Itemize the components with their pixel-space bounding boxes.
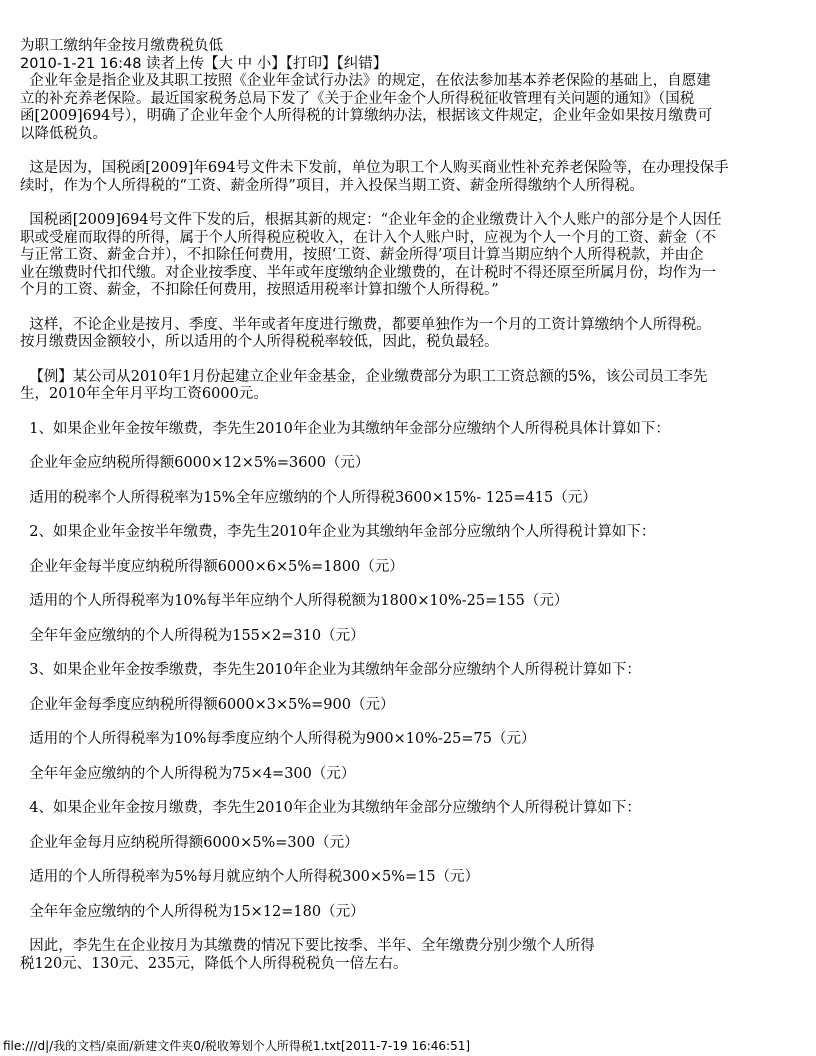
text-line: 立的补充养老保险。最近国家税务总局下发了《关于企业年金个人所得税征收管理有关问题的通知》（国税 [20, 90, 695, 107]
text-line: 国税函[2009]694号文件下发的后，根据其新的规定：“企业年金的企业缴费计入个人账户的部分是个人因任 [20, 212, 722, 228]
paragraph-conclusion [20, 938, 796, 973]
text-line: 续时，作为个人所得税的“工资、薪金所得”项目，并入投保当期工资、薪金所得缴纳个人所得税。 [20, 177, 644, 194]
calc-line: 1、如果企业年金按年缴费，李先生2010年企业为其缴纳年金部分应缴纳个人所得税具体计算如下： [20, 420, 670, 437]
publish-datetime: 2010-1-21 16:48 [20, 55, 142, 72]
text-line: 按月缴费因金额较小，所以适用的个人所得税税率较低，因此，税负最轻。 [20, 334, 499, 350]
paragraph-example [20, 369, 796, 404]
text-line: 以降低税负。 [20, 125, 107, 142]
paragraph-regulation [20, 212, 796, 300]
calc-line: 适用的税率个人所得税率为15%全年应缴纳的个人所得税3600×15%- 125=415（元） [20, 489, 597, 506]
paragraph-reason [20, 160, 796, 195]
calc-line: 2、如果企业年金按半年缴费，李先生2010年企业为其缴纳年金部分应缴纳个人所得税计算如下： [20, 524, 656, 540]
article-meta [20, 56, 796, 74]
text-line: 税120元、130元、235元，降低个人所得税税负一倍左右。 [20, 955, 408, 972]
calc-line: 适用的个人所得税率为5%每月就应纳个人所得税300×5%=15（元） [20, 869, 480, 885]
paragraph-summary [20, 317, 796, 352]
text-line: 职或受雇而取得的所得，属于个人所得税应税收入，在计入个人账户时，应视为个人一个月的工资、薪金（不 [20, 229, 716, 246]
calc-line: 全年年金应缴纳的个人所得税为75×4=300（元） [20, 765, 356, 782]
text-line: 因此，李先生在企业按月为其缴费的情况下要比按季、半年、全年缴费分别少缴个人所得 [20, 938, 595, 954]
calc-line: 适用的个人所得税率为10%每季度应纳个人所得税为900×10%-25=75（元） [20, 731, 536, 747]
calc-line: 3、如果企业年金按季缴费，李先生2010年企业为其缴纳年金部分应缴纳个人所得税计算如下： [20, 662, 641, 678]
article-source: 读者上传 [146, 55, 205, 72]
text-line: 企业年金是指企业及其职工按照《企业年金试行办法》的规定，在依法参加基本养老保险的基础上，自愿建 [20, 73, 711, 89]
correction-link[interactable]: 【纠错】 [336, 55, 388, 72]
text-line: 与正常工资、薪金合并），不扣除任何费用，按照‘工资、薪金所得’项目计算当期应纳个人所得税款，并由企 [20, 247, 704, 263]
article-title: 为职工缴纳年金按月缴费税负低 [20, 38, 223, 54]
paragraph-intro [20, 73, 796, 143]
calc-line: 4、如果企业年金按月缴费，李先生2010年企业为其缴纳年金部分应缴纳个人所得税计算如下： [20, 800, 641, 816]
text-line: 函[2009]694号），明确了企业年金个人所得税的计算缴纳办法，根据该文件规定，企业年金如果按月缴费可 [20, 108, 713, 124]
text-line: 个月的工资、薪金，不扣除任何费用，按照适用税率计算扣缴个人所得税。” [20, 282, 499, 298]
text-line: 生，2010年全年月平均工资6000元。 [20, 386, 268, 402]
calc-line: 企业年金每半度应纳税所得额6000×6×5%=1800（元） [20, 558, 404, 575]
file-path-footer: file:///d|/我的文档/桌面/新建文件夹0/税收筹划个人所得税1.txt[2011-7-19 16:46:51] [3, 1039, 471, 1053]
text-line: 这样，不论企业是按月、季度、半年或者年度进行缴费，都要单独作为一个月的工资计算缴纳个人所得税。 [20, 316, 711, 333]
calc-line: 企业年金每季度应纳税所得额6000×3×5%=900（元） [20, 696, 395, 713]
text-line: 这是因为，国税函[2009]年694号文件未下发前，单位为职工个人购买商业性补充养老保险等，在办理投保手 [20, 160, 729, 176]
calc-line: 适用的个人所得税率为10%每半年应纳个人所得税额为1800×10%-25=155（元） [20, 593, 569, 609]
document-body [20, 38, 796, 973]
calc-line: 全年年金应缴纳的个人所得税为15×12=180（元） [20, 903, 365, 920]
print-link[interactable]: 【打印】 [285, 55, 337, 72]
text-line: 业在缴费时代扣代缴。对企业按季度、半年或年度缴纳企业缴费的，在计税时不得还原至所属月份，均作为一 [20, 264, 716, 281]
calc-line: 企业年金应纳税所得额6000×12×5%=3600（元） [20, 455, 370, 471]
calc-line: 企业年金每月应纳税所得额6000×5%=300（元） [20, 834, 359, 851]
text-line: 【例】某公司从2010年1月份起建立企业年金基金，企业缴费部分为职工工资总额的5%，该公司员工李先 [20, 368, 708, 385]
font-size-links[interactable]: 【大 中 小】 [204, 55, 286, 72]
calc-line: 全年年金应缴纳的个人所得税为155×2=310（元） [20, 627, 365, 644]
